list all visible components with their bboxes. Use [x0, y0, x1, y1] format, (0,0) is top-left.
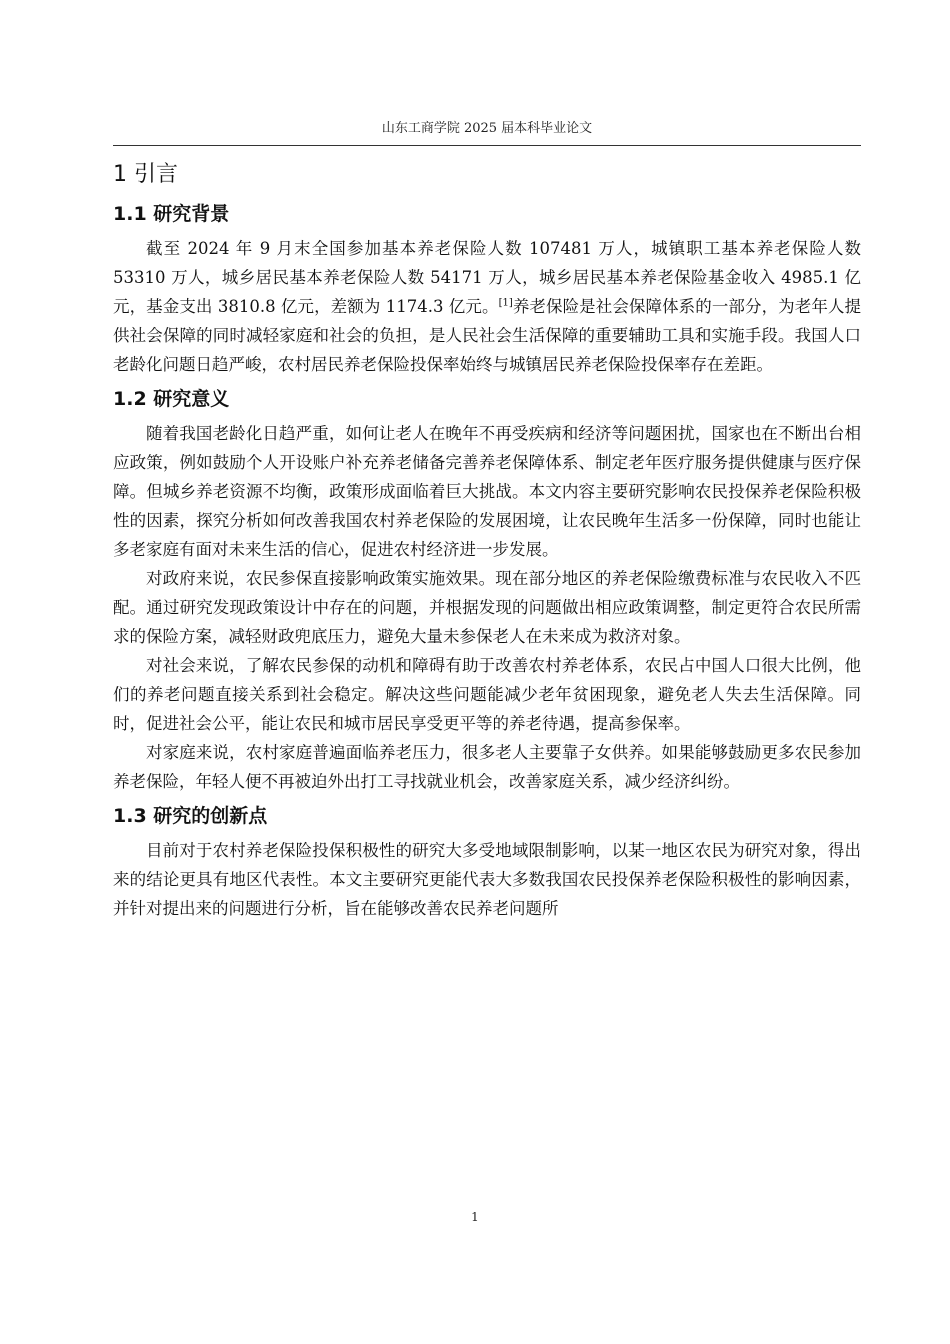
- section-title-background: 1.1 研究背景: [113, 203, 230, 225]
- paragraph-text: 截至 2024 年 9 月末全国参加基本养老保险人数 107481 万人，城镇职工基本养老保险人数 53310 万人，城乡居民基本养老保险人数 54171 万人，城乡居民基本养老保险基金收入 4985.1 亿元，基金支出 3810.8 亿元，差额为 1174.3 亿元。: [113, 239, 861, 316]
- page-body: [113, 156, 861, 923]
- section-title-innovation: 1.3 研究的创新点: [113, 805, 268, 827]
- paragraph: 目前对于农村养老保险投保积极性的研究大多受地域限制影响，以某一地区农民为研究对象，得出来的结论更具有地区代表性。本文主要研究更能代表大多数我国农民投保养老保险积极性的影响因素，并针对提出来的问题进行分析，旨在能够改善农民养老问题所: [113, 841, 861, 918]
- paragraph: 对社会来说，了解农民参保的动机和障碍有助于改善农村养老体系，农民占中国人口很大比例，他们的养老问题直接关系到社会稳定。解决这些问题能减少老年贫困现象，避免老人失去生活保障。同时，促进社会公平，能让农民和城市居民享受更平等的养老待遇，提高参保率。: [113, 656, 861, 733]
- section-title-significance: 1.2 研究意义: [113, 388, 230, 410]
- paragraph: 对家庭来说，农村家庭普遍面临养老压力，很多老人主要靠子女供养。如果能够鼓励更多农民参加养老保险，年轻人便不再被迫外出打工寻找就业机会，改善家庭关系，减少经济纠纷。: [113, 743, 861, 791]
- paragraph: 对政府来说，农民参保直接影响政策实施效果。现在部分地区的养老保险缴费标准与农民收入不匹配。通过研究发现政策设计中存在的问题，并根据发现的问题做出相应政策调整，制定更符合农民所需求的保险方案，减轻财政兜底压力，避免大量未参保老人在未来成为救济对象。: [113, 569, 861, 646]
- paragraph-text-continued: 养老保险是社会保障体系的一部分，为老年人提供社会保障的同时减轻家庭和社会的负担，是人民社会生活保障的重要辅助工具和实施手段。我国人口老龄化问题日趋严峻，农村居民养老保险投保率始终与城镇居民养老保险投保率存在差距。: [113, 297, 862, 374]
- paragraph: [113, 234, 861, 379]
- paragraph: 随着我国老龄化日趋严重，如何让老人在晚年不再受疾病和经济等问题困扰，国家也在不断出台相应政策，例如鼓励个人开设账户补充养老储备完善养老保障体系、制定老年医疗服务提供健康与医疗保障。但城乡养老资源不均衡，政策形成面临着巨大挑战。本文内容主要研究影响农民投保养老保险积极性的因素，探究分析如何改善我国农村养老保险的发展困境，让农民晚年生活多一份保障，同时也能让多老家庭有面对未来生活的信心，促进农村经济进一步发展。: [113, 424, 861, 559]
- running-header: 山东工商学院 2025 届本科毕业论文: [381, 121, 593, 136]
- page-number: 1: [471, 1210, 479, 1224]
- header-rule: [113, 145, 861, 146]
- citation-marker: [1]: [498, 297, 513, 309]
- chapter-title: 1 引言: [113, 162, 178, 187]
